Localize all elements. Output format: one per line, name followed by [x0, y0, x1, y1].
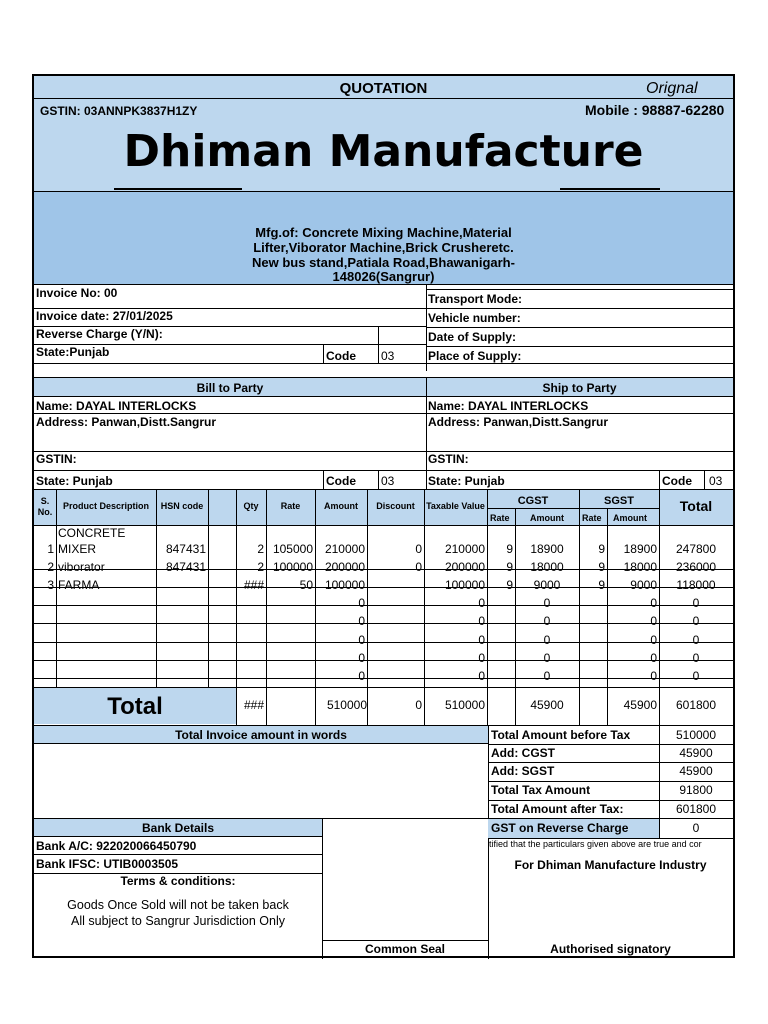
row-amount: 0 [358, 669, 365, 683]
total-row-sgst: 45900 [623, 698, 657, 712]
row-amount: 0 [358, 614, 365, 628]
mfg-line-4: 148026(Sangrur) [332, 269, 435, 284]
doc-title: QUOTATION [339, 80, 428, 97]
row-cgst-amount: 0 [543, 596, 551, 610]
bill-to-state: State: Punjab [36, 474, 113, 488]
col-header-amount: Amount [324, 501, 358, 511]
row-taxable: 210000 [444, 542, 485, 556]
row-amount: 100000 [324, 578, 365, 592]
grid-line [424, 489, 425, 525]
row-amount: 0 [358, 596, 365, 610]
row-sgst-rate: 9 [598, 578, 605, 592]
grid-line [266, 687, 267, 725]
grid-line [579, 489, 580, 525]
mfg-line-3: New bus stand,Patiala Road,Bhawanigarh- [252, 255, 515, 270]
col-header-cgst: CGST [517, 495, 549, 507]
row-amount: 0 [358, 651, 365, 665]
grid-line [607, 687, 608, 725]
col-header-cgst-rate: Rate [490, 513, 510, 523]
row-rate: 105000 [272, 542, 313, 556]
invoice-state: State:Punjab [36, 345, 110, 359]
row-discount: 0 [415, 542, 422, 556]
col-header-total: Total [679, 498, 713, 514]
row-cgst-rate: 9 [506, 578, 513, 592]
col-header-sgst: SGST [604, 495, 634, 507]
col-header-rate: Rate [280, 501, 301, 511]
row-taxable: 200000 [444, 560, 485, 574]
grid-line [659, 489, 660, 525]
place-of-supply: Place of Supply: [428, 349, 522, 363]
invoice-code-label: Code [326, 349, 356, 363]
col-header-discount: Discount [376, 501, 415, 511]
ship-to-address: Address: Panwan,Distt.Sangrur [428, 415, 609, 429]
reverse-value: 0 [692, 821, 700, 835]
row-qty: 2 [257, 542, 264, 556]
for-company: For Dhiman Manufacture Industry [514, 858, 707, 872]
grid-line [236, 687, 237, 725]
terms-heading: Terms & conditions: [120, 874, 236, 888]
grid-line [236, 489, 237, 525]
row-taxable: 0 [478, 596, 485, 610]
ship-to-heading: Ship to Party [542, 381, 617, 395]
reverse-charge: Reverse Charge (Y/N): [36, 327, 163, 341]
total-row-cgst: 45900 [530, 698, 564, 712]
grid-line [515, 508, 516, 525]
total-row-label: Total [107, 693, 163, 720]
grid-line [315, 687, 316, 725]
row-amount: 0 [358, 633, 365, 647]
mfg-line-2: Lifter,Viborator Machine,Brick Crusheretc. [253, 240, 514, 255]
row-total: 0 [692, 669, 700, 683]
company-mobile: Mobile : 98887-62280 [585, 102, 725, 118]
row-taxable: 0 [478, 633, 485, 647]
total-row-total: 601800 [675, 698, 717, 712]
row-sgst-amount: 18900 [623, 542, 657, 556]
words-heading: Total Invoice amount in words [175, 728, 347, 742]
total-row-qty: ### [243, 698, 264, 712]
invoice-date: Invoice date: 27/01/2025 [36, 309, 173, 323]
row-sgst-amount: 9000 [630, 578, 657, 592]
col-header-cgst-amount: Amount [530, 513, 564, 523]
cgst-label: Add: CGST [491, 746, 555, 760]
copy-label: Orignal [646, 80, 698, 97]
grid-line [34, 725, 733, 726]
mfg-line-1: Mfg.of: Concrete Mixing Machine,Material [255, 225, 512, 240]
grid-line [367, 489, 368, 525]
row-sgst-amount: 18000 [623, 560, 657, 574]
row-sgst-amount: 0 [650, 669, 657, 683]
row-total: 0 [692, 614, 700, 628]
terms-line-1: Goods Once Sold will not be taken back [67, 898, 289, 912]
row-amount: 210000 [324, 542, 365, 556]
bank-ac: Bank A/C: 922020066450790 [36, 839, 197, 853]
grid-line [579, 687, 580, 725]
row-discount: 0 [415, 560, 422, 574]
invoice-code: 03 [381, 349, 395, 363]
bill-to-code-label: Code [326, 474, 356, 488]
after-tax-total: 601800 [675, 802, 717, 816]
company-gstin: GSTIN: 03ANNPK3837H1ZY [40, 104, 198, 118]
row-cgst-amount: 0 [543, 651, 551, 665]
bill-to-code: 03 [381, 474, 395, 488]
vehicle-number: Vehicle number: [428, 311, 521, 325]
row-taxable: 0 [478, 669, 485, 683]
grid-line [487, 687, 488, 725]
row-cgst-amount: 9000 [533, 578, 561, 592]
row-sno: 1 [47, 542, 54, 556]
row-description: viborator [58, 560, 105, 574]
row-description: FARMA [58, 578, 100, 592]
common-seal: Common Seal [364, 942, 445, 956]
invoice-no: Invoice No: 00 [36, 286, 118, 300]
grid-line [315, 489, 316, 525]
certified-clip [489, 839, 733, 851]
row-amount: 200000 [324, 560, 365, 574]
row-total: 118000 [676, 578, 716, 592]
row-sno: 2 [47, 560, 54, 574]
sgst-label: Add: SGST [491, 764, 555, 778]
row-description: MIXER [58, 542, 97, 556]
ship-to-gstin: GSTIN: [428, 452, 469, 466]
row-qty: ### [243, 578, 264, 592]
total-row-discount: 0 [415, 698, 422, 712]
grid-line [208, 489, 209, 525]
row-cgst-amount: 0 [543, 614, 551, 628]
row-total: 0 [692, 596, 700, 610]
row-sgst-amount: 0 [650, 614, 657, 628]
row-cgst-amount: 18900 [530, 542, 564, 556]
row-total: 0 [692, 651, 700, 665]
authorised-signatory: Authorised signatory [550, 942, 671, 956]
col-header-sgst-amount: Amount [613, 513, 647, 523]
row-hsn: 847431 [165, 560, 206, 574]
row-taxable: 100000 [444, 578, 485, 592]
grid-line [56, 525, 57, 687]
grid-line [659, 687, 660, 725]
row-sgst-amount: 0 [650, 596, 657, 610]
ship-to-name: Name: DAYAL INTERLOCKS [428, 399, 589, 413]
row-taxable: 0 [478, 614, 485, 628]
row-cgst-rate: 9 [506, 560, 513, 574]
row-sgst-rate: 9 [598, 542, 605, 556]
row-taxable: 0 [478, 651, 485, 665]
row-cgst-amount: 0 [543, 633, 551, 647]
row-cgst-amount: 0 [543, 669, 551, 683]
col-header-sno: S. [40, 496, 50, 506]
row-rate: 100000 [272, 560, 313, 574]
grid-line [607, 508, 608, 525]
row-sgst-rate: 9 [598, 560, 605, 574]
ship-to-state: State: Punjab [428, 474, 505, 488]
ship-to-code: 03 [709, 474, 723, 488]
cgst-total: 45900 [679, 746, 713, 760]
col-header-hsn: HSN code [160, 501, 204, 511]
grid-line [56, 489, 57, 525]
col-header-taxable: Taxable Value [426, 501, 485, 511]
company-name-clip [34, 120, 733, 192]
company-name: Dhiman Manufacture [123, 126, 644, 177]
bill-to-address: Address: Panwan,Distt.Sangrur [36, 415, 217, 429]
row-total: 247800 [675, 542, 717, 556]
grid-line [367, 687, 368, 725]
before-tax-label: Total Amount before Tax [491, 728, 631, 742]
row-total: 236000 [675, 560, 717, 574]
grid-line [515, 687, 516, 725]
col-header-description: Product Description [62, 501, 149, 511]
after-tax-label: Total Amount after Tax: [491, 802, 624, 816]
bill-to-gstin: GSTIN: [36, 452, 77, 466]
grid-line [266, 489, 267, 525]
transport-mode: Transport Mode: [428, 292, 523, 306]
bank-ifsc: Bank IFSC: UTIB0003505 [36, 857, 179, 871]
row-description: CONCRETE [58, 526, 126, 540]
grid-line [487, 489, 488, 525]
bill-to-heading: Bill to Party [196, 381, 264, 395]
date-of-supply: Date of Supply: [428, 330, 517, 344]
grid-line [424, 687, 425, 725]
grid-line [487, 508, 659, 509]
row-sno: 3 [47, 578, 54, 592]
row-qty: 2 [257, 560, 264, 574]
total-row-taxable: 510000 [444, 698, 485, 712]
row-hsn: 847431 [165, 542, 206, 556]
reverse-label: GST on Reverse Charge [491, 821, 629, 835]
tax-label: Total Tax Amount [491, 783, 591, 797]
bank-heading: Bank Details [141, 821, 215, 835]
sgst-total: 45900 [679, 764, 713, 778]
row-cgst-rate: 9 [506, 542, 513, 556]
total-row-amount: 510000 [326, 698, 367, 712]
col-header-sgst-rate: Rate [582, 513, 602, 523]
col-header-qty: Qty [243, 501, 259, 511]
terms-line-2: All subject to Sangrur Jurisdiction Only [71, 914, 285, 928]
tax-total: 91800 [679, 783, 713, 797]
row-total: 0 [692, 633, 700, 647]
row-rate: 50 [299, 578, 313, 592]
col-header-sno: No. [37, 507, 53, 517]
quotation-sheet [32, 74, 735, 958]
row-cgst-amount: 18000 [530, 560, 564, 574]
bill-to-name: Name: DAYAL INTERLOCKS [36, 399, 197, 413]
grid-line [208, 525, 209, 687]
row-sgst-amount: 0 [650, 633, 657, 647]
certified-text: tified that the particulars given above are true and cor [489, 839, 702, 849]
row-sgst-amount: 0 [650, 651, 657, 665]
before-tax: 510000 [675, 728, 717, 742]
grid-line [156, 489, 157, 525]
ship-to-code-label: Code [662, 474, 692, 488]
